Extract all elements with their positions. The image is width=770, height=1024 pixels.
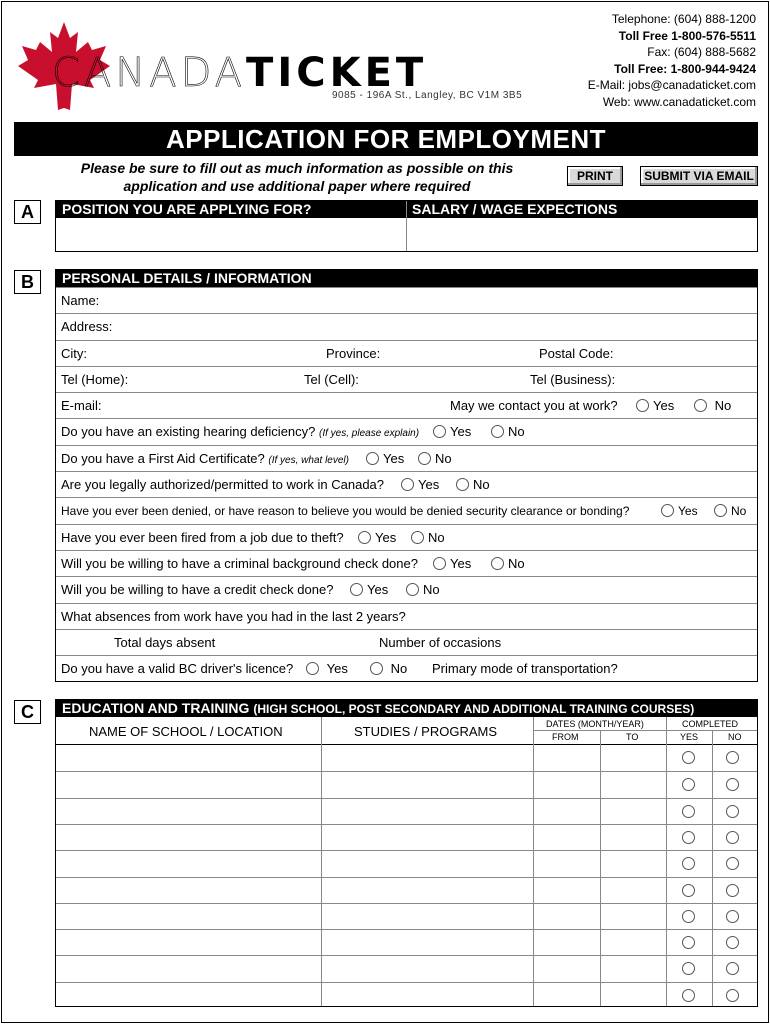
address-row[interactable] bbox=[56, 313, 757, 339]
position-field[interactable] bbox=[56, 218, 406, 251]
absences-label: What absences from work have you had in the last 2 years? bbox=[61, 608, 406, 624]
section-b bbox=[55, 269, 758, 682]
section-c-label: C bbox=[14, 700, 41, 724]
address-label: Address: bbox=[61, 319, 113, 335]
tel-cell-label: Tel (Cell): bbox=[304, 371, 359, 387]
completed-no-radio[interactable] bbox=[726, 805, 739, 818]
city-label: City: bbox=[61, 345, 87, 361]
email-row[interactable] bbox=[56, 392, 757, 418]
completed-yes-radio[interactable] bbox=[682, 857, 695, 870]
hearing-label: Do you have an existing hearing deficiency? bbox=[61, 424, 316, 440]
no-label: No bbox=[435, 450, 452, 466]
table-row[interactable] bbox=[56, 955, 757, 981]
total-days-label: Total days absent bbox=[114, 634, 216, 650]
divider bbox=[534, 730, 757, 731]
brand-thin: CANADA bbox=[52, 50, 247, 96]
city-row[interactable] bbox=[56, 340, 757, 366]
completed-yes-radio[interactable] bbox=[682, 936, 695, 949]
completed-no-radio[interactable] bbox=[726, 831, 739, 844]
contact-fax: Fax: (604) 888-5682 bbox=[647, 45, 756, 59]
col-yes: YES bbox=[680, 732, 699, 742]
no-label: No bbox=[508, 424, 525, 440]
submit-email-button[interactable]: SUBMIT VIA EMAIL bbox=[640, 166, 758, 186]
yes-label: Yes bbox=[367, 582, 389, 598]
section-a bbox=[55, 200, 758, 252]
no-label: No bbox=[731, 504, 747, 519]
education-heading: EDUCATION AND TRAINING bbox=[62, 700, 250, 716]
salary-field[interactable] bbox=[407, 218, 757, 251]
application-form bbox=[1, 1, 769, 1023]
no-label: No bbox=[423, 582, 440, 598]
contact-toll-free: Toll Free 1-800-576-5511 bbox=[618, 28, 756, 43]
name-label: Name: bbox=[61, 293, 100, 308]
denied-yes-radio[interactable] bbox=[661, 504, 674, 517]
brand-bold: TICKET bbox=[246, 50, 428, 96]
tel-business-label: Tel (Business): bbox=[530, 371, 616, 387]
hearing-row bbox=[56, 418, 757, 444]
table-row[interactable] bbox=[56, 850, 757, 876]
occasions-label: Number of occasions bbox=[379, 634, 502, 650]
credit-yes-radio[interactable] bbox=[350, 583, 363, 596]
denied-no-radio[interactable] bbox=[714, 504, 727, 517]
yes-label: Yes bbox=[678, 504, 698, 519]
contact-work-yes-radio[interactable] bbox=[636, 399, 649, 412]
completed-no-radio[interactable] bbox=[726, 936, 739, 949]
fired-row bbox=[56, 524, 757, 550]
table-row[interactable] bbox=[56, 903, 757, 929]
completed-yes-radio[interactable] bbox=[682, 751, 695, 764]
education-subheading: (HIGH SCHOOL, POST SECONDARY AND ADDITIONAL TRAINING COURSES) bbox=[253, 702, 695, 716]
col-no: NO bbox=[728, 732, 742, 742]
table-row[interactable] bbox=[56, 929, 757, 955]
province-label: Province: bbox=[326, 345, 381, 361]
denied-row bbox=[56, 497, 757, 523]
authorized-row bbox=[56, 471, 757, 497]
section-c bbox=[55, 699, 758, 1007]
yes-label: Yes bbox=[450, 424, 472, 440]
col-completed: COMPLETED bbox=[682, 719, 739, 729]
col-studies: STUDIES / PROGRAMS bbox=[354, 724, 498, 739]
credit-label: Will you be willing to have a credit check done? bbox=[61, 582, 334, 598]
table-row[interactable] bbox=[56, 982, 757, 1008]
table-row[interactable] bbox=[56, 824, 757, 850]
completed-no-radio[interactable] bbox=[726, 989, 739, 1002]
col-school: NAME OF SCHOOL / LOCATION bbox=[89, 724, 283, 739]
no-label: No bbox=[714, 398, 732, 414]
licence-no-radio[interactable] bbox=[370, 662, 383, 675]
hearing-yes-radio[interactable] bbox=[433, 425, 446, 438]
col-dates: DATES (MONTH/YEAR) bbox=[546, 719, 644, 729]
table-row[interactable] bbox=[56, 771, 757, 797]
section-a-label: A bbox=[14, 200, 41, 224]
tel-home-label: Tel (Home): bbox=[61, 371, 129, 387]
contact-info bbox=[588, 11, 756, 110]
postal-label: Postal Code: bbox=[539, 345, 614, 361]
criminal-yes-radio[interactable] bbox=[433, 557, 446, 570]
hearing-no-radio[interactable] bbox=[491, 425, 504, 438]
yes-label: Yes bbox=[653, 398, 675, 414]
section-b-header: PERSONAL DETAILS / INFORMATION bbox=[56, 270, 757, 287]
position-heading: POSITION YOU ARE APPLYING FOR? bbox=[62, 201, 312, 217]
yes-label: Yes bbox=[383, 450, 405, 466]
contact-phone: Telephone: (604) 888-1200 bbox=[611, 12, 756, 26]
table-row[interactable] bbox=[56, 798, 757, 824]
licence-row bbox=[56, 655, 757, 681]
no-label: No bbox=[473, 477, 490, 493]
completed-no-radio[interactable] bbox=[726, 910, 739, 923]
credit-no-radio[interactable] bbox=[406, 583, 419, 596]
hearing-note: (If yes, please explain) bbox=[319, 428, 420, 440]
company-logo bbox=[12, 20, 572, 110]
criminal-row bbox=[56, 550, 757, 576]
completed-yes-radio[interactable] bbox=[682, 962, 695, 975]
first-aid-label: Do you have a First Aid Certificate? bbox=[61, 450, 265, 466]
absence-detail-row[interactable] bbox=[56, 629, 757, 655]
first-aid-row bbox=[56, 445, 757, 471]
no-label: No bbox=[508, 555, 525, 571]
contact-work-label: May we contact you at work? bbox=[450, 398, 618, 414]
completed-no-radio[interactable] bbox=[726, 884, 739, 897]
completed-no-radio[interactable] bbox=[726, 751, 739, 764]
yes-label: Yes bbox=[450, 555, 472, 571]
authorized-yes-radio[interactable] bbox=[401, 478, 414, 491]
page-title: APPLICATION FOR EMPLOYMENT bbox=[14, 122, 758, 156]
completed-no-radio[interactable] bbox=[726, 962, 739, 975]
contact-web[interactable]: Web: www.canadaticket.com bbox=[602, 94, 756, 109]
completed-yes-radio[interactable] bbox=[682, 910, 695, 923]
completed-yes-radio[interactable] bbox=[682, 805, 695, 818]
authorized-no-radio[interactable] bbox=[456, 478, 469, 491]
table-row[interactable] bbox=[56, 745, 757, 771]
fired-label: Have you ever been fired from a job due to theft? bbox=[61, 529, 344, 545]
completed-yes-radio[interactable] bbox=[682, 989, 695, 1002]
contact-email[interactable]: E-Mail: jobs@canadaticket.com bbox=[587, 78, 756, 92]
tel-row[interactable] bbox=[56, 366, 757, 392]
first-aid-yes-radio[interactable] bbox=[366, 452, 379, 465]
denied-label: Have you ever been denied, or have reason to believe you would be denied security clearance or bonding? bbox=[61, 504, 630, 519]
col-from: FROM bbox=[552, 732, 579, 742]
instructions: Please be sure to fill out as much information as possible on this application and use additional paper where required bbox=[80, 160, 514, 194]
section-c-columns bbox=[56, 700, 757, 745]
completed-yes-radio[interactable] bbox=[682, 884, 695, 897]
fired-no-radio[interactable] bbox=[411, 531, 424, 544]
criminal-label: Will you be willing to have a criminal background check done? bbox=[61, 555, 418, 571]
yes-label: Yes bbox=[375, 529, 397, 545]
transport-label: Primary mode of transportation? bbox=[432, 661, 618, 677]
yes-label: Yes bbox=[418, 477, 440, 493]
no-label: No bbox=[390, 661, 408, 677]
yes-label: Yes bbox=[326, 661, 348, 677]
criminal-no-radio[interactable] bbox=[491, 557, 504, 570]
contact-work-no-radio[interactable] bbox=[694, 399, 707, 412]
section-b-label: B bbox=[14, 270, 41, 294]
print-button[interactable]: PRINT bbox=[567, 166, 623, 186]
col-to: TO bbox=[626, 732, 639, 742]
licence-yes-radio[interactable] bbox=[306, 662, 319, 675]
table-row[interactable] bbox=[56, 877, 757, 903]
completed-no-radio[interactable] bbox=[726, 778, 739, 791]
no-label: No bbox=[428, 529, 445, 545]
authorized-label: Are you legally authorized/permitted to work in Canada? bbox=[61, 477, 385, 493]
first-aid-note: (If yes, what level) bbox=[268, 454, 349, 466]
completed-yes-radio[interactable] bbox=[682, 831, 695, 844]
company-address: 9085 - 196A St., Langley, BC V1M 3B5 bbox=[332, 90, 523, 101]
credit-row bbox=[56, 576, 757, 602]
fired-yes-radio[interactable] bbox=[358, 531, 371, 544]
contact-fax-toll-free: Toll Free: 1-800-944-9424 bbox=[614, 61, 756, 76]
completed-yes-radio[interactable] bbox=[682, 778, 695, 791]
salary-heading: SALARY / WAGE EXPECTIONS bbox=[412, 201, 618, 217]
first-aid-no-radio[interactable] bbox=[418, 452, 431, 465]
email-label: E-mail: bbox=[61, 398, 102, 414]
absences-row[interactable] bbox=[56, 603, 757, 629]
licence-label: Do you have a valid BC driver's licence? bbox=[61, 661, 294, 677]
name-row[interactable] bbox=[56, 287, 757, 313]
completed-no-radio[interactable] bbox=[726, 857, 739, 870]
